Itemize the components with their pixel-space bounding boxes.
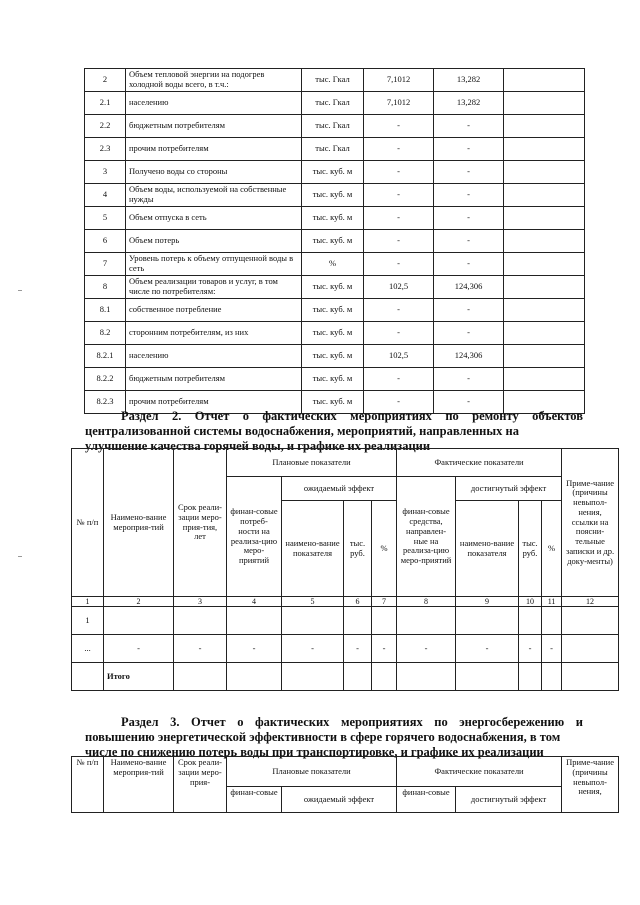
row-value-1: - <box>364 230 434 253</box>
cell: - <box>372 635 397 663</box>
table-row <box>85 184 585 207</box>
row-value-2: 13,282 <box>434 69 504 92</box>
cell: - <box>174 635 227 663</box>
table-row <box>85 138 585 161</box>
row-value-1: - <box>364 368 434 391</box>
table-row <box>85 92 585 115</box>
row-name: Объем тепловой энергии на подогрев холодной воды всего, в т.ч.: <box>126 69 302 92</box>
table-row <box>85 230 585 253</box>
row-unit: тыс. куб. м <box>302 345 364 368</box>
column-number: 5 <box>282 597 344 607</box>
column-number: 10 <box>519 597 542 607</box>
th-term: Срок реали-зации меро-прия-тия, лет <box>174 449 227 597</box>
row-num: 2.2 <box>85 115 126 138</box>
row-value-1: 7,1012 <box>364 92 434 115</box>
row-value-2: 13,282 <box>434 92 504 115</box>
row-unit: тыс. куб. м <box>302 368 364 391</box>
th-fact-effect: достигнутый эффект <box>456 477 562 501</box>
table-row <box>85 345 585 368</box>
row-empty <box>504 322 585 345</box>
cell: - <box>104 635 174 663</box>
row-value-2: - <box>434 115 504 138</box>
row-unit: тыс. куб. м <box>302 207 364 230</box>
row-value-2: - <box>434 299 504 322</box>
row-num: 4 <box>85 184 126 207</box>
row-empty <box>504 207 585 230</box>
row-value-1: 102,5 <box>364 276 434 299</box>
row-empty <box>504 115 585 138</box>
row-empty <box>504 230 585 253</box>
row-num: 2 <box>85 69 126 92</box>
th-plan-effect: ожидаемый эффект <box>282 787 397 813</box>
column-number: 3 <box>174 597 227 607</box>
row-value-2: 124,306 <box>434 345 504 368</box>
table-row <box>85 322 585 345</box>
th-fact-pct: % <box>542 501 562 597</box>
margin-mark <box>18 556 22 557</box>
row-name: прочим потребителям <box>126 391 302 414</box>
cell: - <box>282 635 344 663</box>
column-number: 8 <box>397 597 456 607</box>
table-row <box>85 299 585 322</box>
row-empty <box>504 161 585 184</box>
margin-mark <box>18 290 22 291</box>
row-name: собственное потребление <box>126 299 302 322</box>
th-term: Срок реали-зации меро-прия- <box>174 757 227 813</box>
cell: - <box>397 635 456 663</box>
th-fact: Фактические показатели <box>397 757 562 787</box>
table-row <box>72 635 619 663</box>
row-num: 3 <box>85 161 126 184</box>
row-empty <box>504 299 585 322</box>
volumes-table <box>84 68 585 414</box>
row-num: 8.1 <box>85 299 126 322</box>
th-fact-rub: тыс. руб. <box>519 501 542 597</box>
row-value-2: - <box>434 138 504 161</box>
column-number: 9 <box>456 597 519 607</box>
th-plan-indicator: наимено-вание показателя <box>282 501 344 597</box>
row-num: 8.2.3 <box>85 391 126 414</box>
row-name: Уровень потерь к объему отпущенной воды в сеть <box>126 253 302 276</box>
row-name: населению <box>126 92 302 115</box>
row-name: Объем реализации товаров и услуг, в том числе по потребителям: <box>126 276 302 299</box>
th-num: № п/п <box>72 757 104 813</box>
cell: - <box>227 635 282 663</box>
table-row <box>85 276 585 299</box>
row-value-1: - <box>364 322 434 345</box>
row-unit: тыс. куб. м <box>302 230 364 253</box>
th-plan-pct: % <box>372 501 397 597</box>
column-number: 1 <box>72 597 104 607</box>
row-value-1: - <box>364 299 434 322</box>
row-value-2: - <box>434 368 504 391</box>
row-num: 8.2 <box>85 322 126 345</box>
row-unit: тыс. куб. м <box>302 161 364 184</box>
row-name: населению <box>126 345 302 368</box>
th-fact-effect: достигнутый эффект <box>456 787 562 813</box>
row-name: Объем потерь <box>126 230 302 253</box>
row-num: 8.2.1 <box>85 345 126 368</box>
row-value-1: - <box>364 184 434 207</box>
row-value-1: 102,5 <box>364 345 434 368</box>
row-name: сторонним потребителям, из них <box>126 322 302 345</box>
row-empty <box>504 345 585 368</box>
energy-saving-table <box>71 756 619 813</box>
column-number: 12 <box>562 597 619 607</box>
row-value-2: - <box>434 207 504 230</box>
row-name: Объем воды, используемой на собственные нужды <box>126 184 302 207</box>
table-row <box>85 207 585 230</box>
th-plan-fin: финан-совые <box>227 787 282 813</box>
row-num: 5 <box>85 207 126 230</box>
section-3-heading: Раздел 3. Отчет о фактических мероприятиях по энергосбережению и повышению энергетической эффективности в сфере горячего водоснабжения, в том числе по снижению потерь воды при транспортировке, и графике их реализации <box>85 715 583 759</box>
column-number: 4 <box>227 597 282 607</box>
row-unit: тыс. куб. м <box>302 322 364 345</box>
row-num: 2.3 <box>85 138 126 161</box>
row-unit: тыс. Гкал <box>302 92 364 115</box>
row-value-1: - <box>364 161 434 184</box>
row-value-2: - <box>434 253 504 276</box>
row-num: 8.2.2 <box>85 368 126 391</box>
row-empty <box>504 69 585 92</box>
th-num: № п/п <box>72 449 104 597</box>
row-unit: тыс. Гкал <box>302 138 364 161</box>
cell <box>562 635 619 663</box>
row-num: 8 <box>85 276 126 299</box>
row-unit: тыс. куб. м <box>302 391 364 414</box>
th-fact-indicator: наимено-вание показателя <box>456 501 519 597</box>
row-unit: % <box>302 253 364 276</box>
table-row <box>85 69 585 92</box>
row-value-1: - <box>364 391 434 414</box>
row-empty <box>504 92 585 115</box>
row-value-2: - <box>434 184 504 207</box>
table-row <box>85 115 585 138</box>
row-unit: тыс. куб. м <box>302 184 364 207</box>
th-plan-rub: тыс. руб. <box>344 501 372 597</box>
th-note: Приме-чание (причины невыпол-нения, <box>562 757 619 813</box>
row-value-2: - <box>434 230 504 253</box>
th-plan-effect: ожидаемый эффект <box>282 477 397 501</box>
row-value-1: - <box>364 207 434 230</box>
row-value-2: - <box>434 161 504 184</box>
row-num: 2.1 <box>85 92 126 115</box>
row-unit: тыс. Гкал <box>302 69 364 92</box>
row-empty <box>504 184 585 207</box>
row-unit: тыс. куб. м <box>302 276 364 299</box>
row-num: 7 <box>85 253 126 276</box>
th-name: Наимено-вание мероприя-тий <box>104 449 174 597</box>
row-value-1: - <box>364 138 434 161</box>
th-note: Приме-чание (причины невыпол-нения, ссылки на поясни-тельные записки и др. доку-менты) <box>562 449 619 597</box>
th-fact-fin: финан-совые <box>397 787 456 813</box>
total-row <box>72 663 619 691</box>
cell: - <box>344 635 372 663</box>
row-unit: тыс. куб. м <box>302 299 364 322</box>
row-name: Объем отпуска в сеть <box>126 207 302 230</box>
row-empty <box>504 253 585 276</box>
cell: - <box>542 635 562 663</box>
cell: - <box>456 635 519 663</box>
row-empty <box>504 276 585 299</box>
row-empty <box>504 368 585 391</box>
cell: ... <box>72 635 104 663</box>
th-plan: Плановые показатели <box>227 757 397 787</box>
row-name: бюджетным потребителям <box>126 115 302 138</box>
row-empty <box>504 138 585 161</box>
row-value-1: - <box>364 253 434 276</box>
row-name: бюджетным потребителям <box>126 368 302 391</box>
cell: - <box>519 635 542 663</box>
row-unit: тыс. Гкал <box>302 115 364 138</box>
column-number: 2 <box>104 597 174 607</box>
table-row <box>85 368 585 391</box>
table-row: 1 <box>72 607 619 635</box>
section-2-heading: Раздел 2. Отчет о фактических мероприятиях по ремонту объектов централизованной системы водоснабжения, мероприятий, направленных на улучшение качества горячей воды, и графике их реализации <box>85 409 583 453</box>
column-number: 11 <box>542 597 562 607</box>
th-name: Наимено-вание мероприя-тий <box>104 757 174 813</box>
row-name: прочим потребителям <box>126 138 302 161</box>
table-row <box>85 253 585 276</box>
th-fact-fin: финан-совые средства, направлен-ные на реализа-цию меро-приятий <box>397 477 456 597</box>
repair-activities-table <box>71 448 619 691</box>
column-number: 7 <box>372 597 397 607</box>
row-value-2: 124,306 <box>434 276 504 299</box>
column-number: 6 <box>344 597 372 607</box>
row-num: 6 <box>85 230 126 253</box>
row-value-2: - <box>434 322 504 345</box>
th-fact: Фактические показатели <box>397 449 562 477</box>
th-plan: Плановые показатели <box>227 449 397 477</box>
row-value-1: 7,1012 <box>364 69 434 92</box>
table-row <box>85 161 585 184</box>
row-value-1: - <box>364 115 434 138</box>
column-numbers-row <box>72 597 619 607</box>
row-name: Получено воды со стороны <box>126 161 302 184</box>
th-plan-fin: финан-совые потреб-ности на реализа-цию меро-приятий <box>227 477 282 597</box>
row-value-2: - <box>434 391 504 414</box>
total-label: Итого <box>104 663 174 691</box>
